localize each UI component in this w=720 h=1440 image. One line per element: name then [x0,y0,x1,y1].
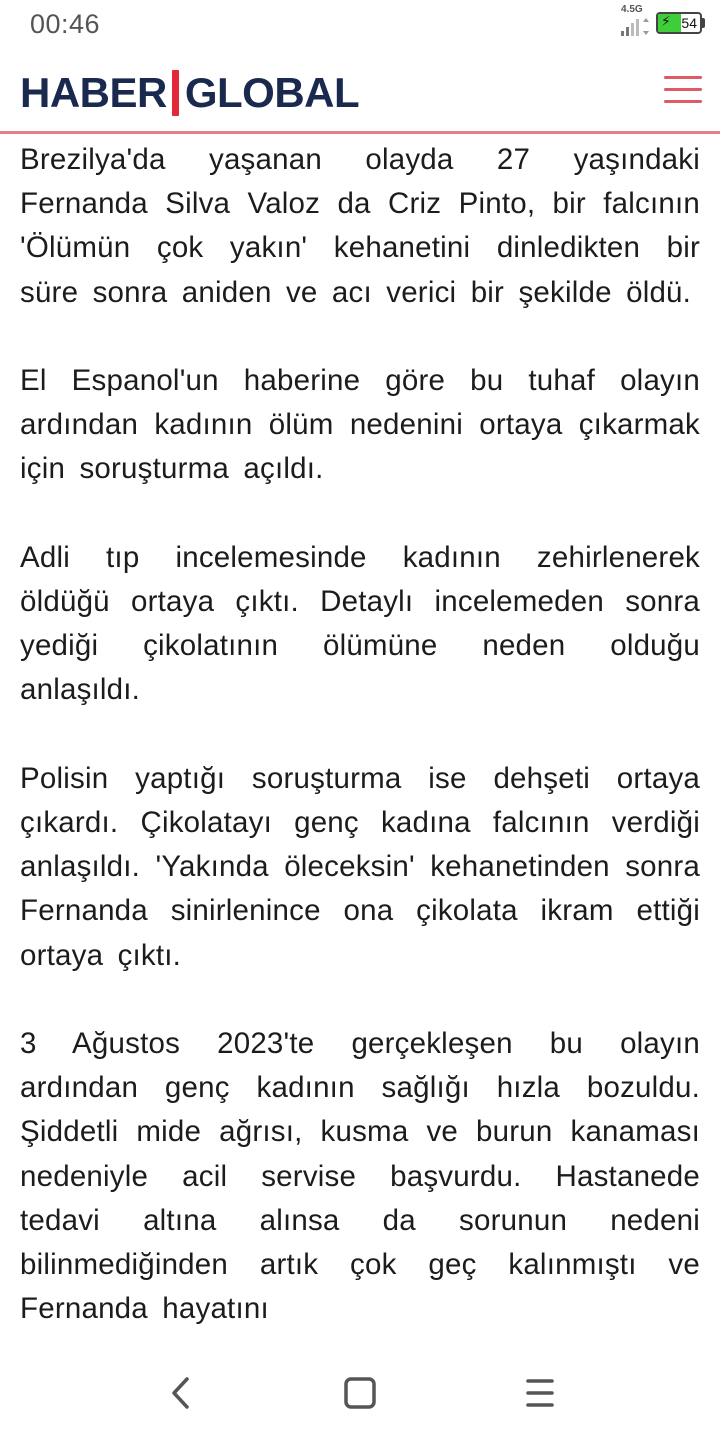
home-square-icon[interactable] [330,1370,390,1418]
charging-bolt-icon: ⚡ [661,13,671,29]
system-nav-bar [0,1346,720,1440]
logo-divider [172,70,179,116]
battery-level: 54 [681,15,697,31]
recents-menu-icon[interactable] [510,1370,570,1418]
signal-strength-icon [621,18,651,36]
status-bar [0,0,720,50]
site-header [0,50,720,134]
battery-cap [702,18,705,28]
article-paragraph: Polisin yaptığı soruşturma ise dehşeti ortaya çıkardı. Çikolatayı genç kadına falcının verdiği anlaşıldı. 'Yakında öleceksin' kehanetinden sonra Fernanda sinirlenince ona çikolata ikram ettiği ortaya çıktı. [20,761,700,972]
battery-icon [656,12,702,34]
hamburger-menu-icon[interactable] [664,76,702,104]
article-body [20,138,700,1346]
article-paragraph: Adli tıp incelemesinde kadının zehirlenerek öldüğü ortaya çıktı. Detaylı incelemeden sonra yediği çikolatının ölümüne neden olduğu anlaşıldı. [20,540,700,707]
network-type: 4.5G [621,4,643,15]
article-paragraph: El Espanol'un haberine göre bu tuhaf olayın ardından kadının ölüm nedenini ortaya çıkarmak için soruşturma açıldı. [20,364,700,486]
back-chevron-icon[interactable] [150,1370,210,1418]
status-time: 00:46 [30,9,101,39]
logo-left-text: HABER [20,69,167,116]
article-paragraph: Brezilya'da yaşanan olayda 27 yaşındaki Fernanda Silva Valoz da Criz Pinto, bir falcının 'Ölümün çok yakın' kehanetini dinledikten bir süre sonra aniden ve acı verici bir şekilde öldü. [20,143,700,309]
haber-global-logo[interactable] [20,70,359,116]
logo-right-text: GLOBAL [184,69,360,116]
article-paragraph: 3 Ağustos 2023'te gerçekleşen bu olayın ardından genç kadının sağlığı hızla bozuldu. Şiddetli mide ağrısı, kusma ve burun kanaması nedeniyle acil servise başvurdu. Hastanede tedavi altına alınsa da sorunun nedeni bilinmediğinden artık çok geç kalınmıştı ve Fernanda hayatını [20,1027,700,1326]
